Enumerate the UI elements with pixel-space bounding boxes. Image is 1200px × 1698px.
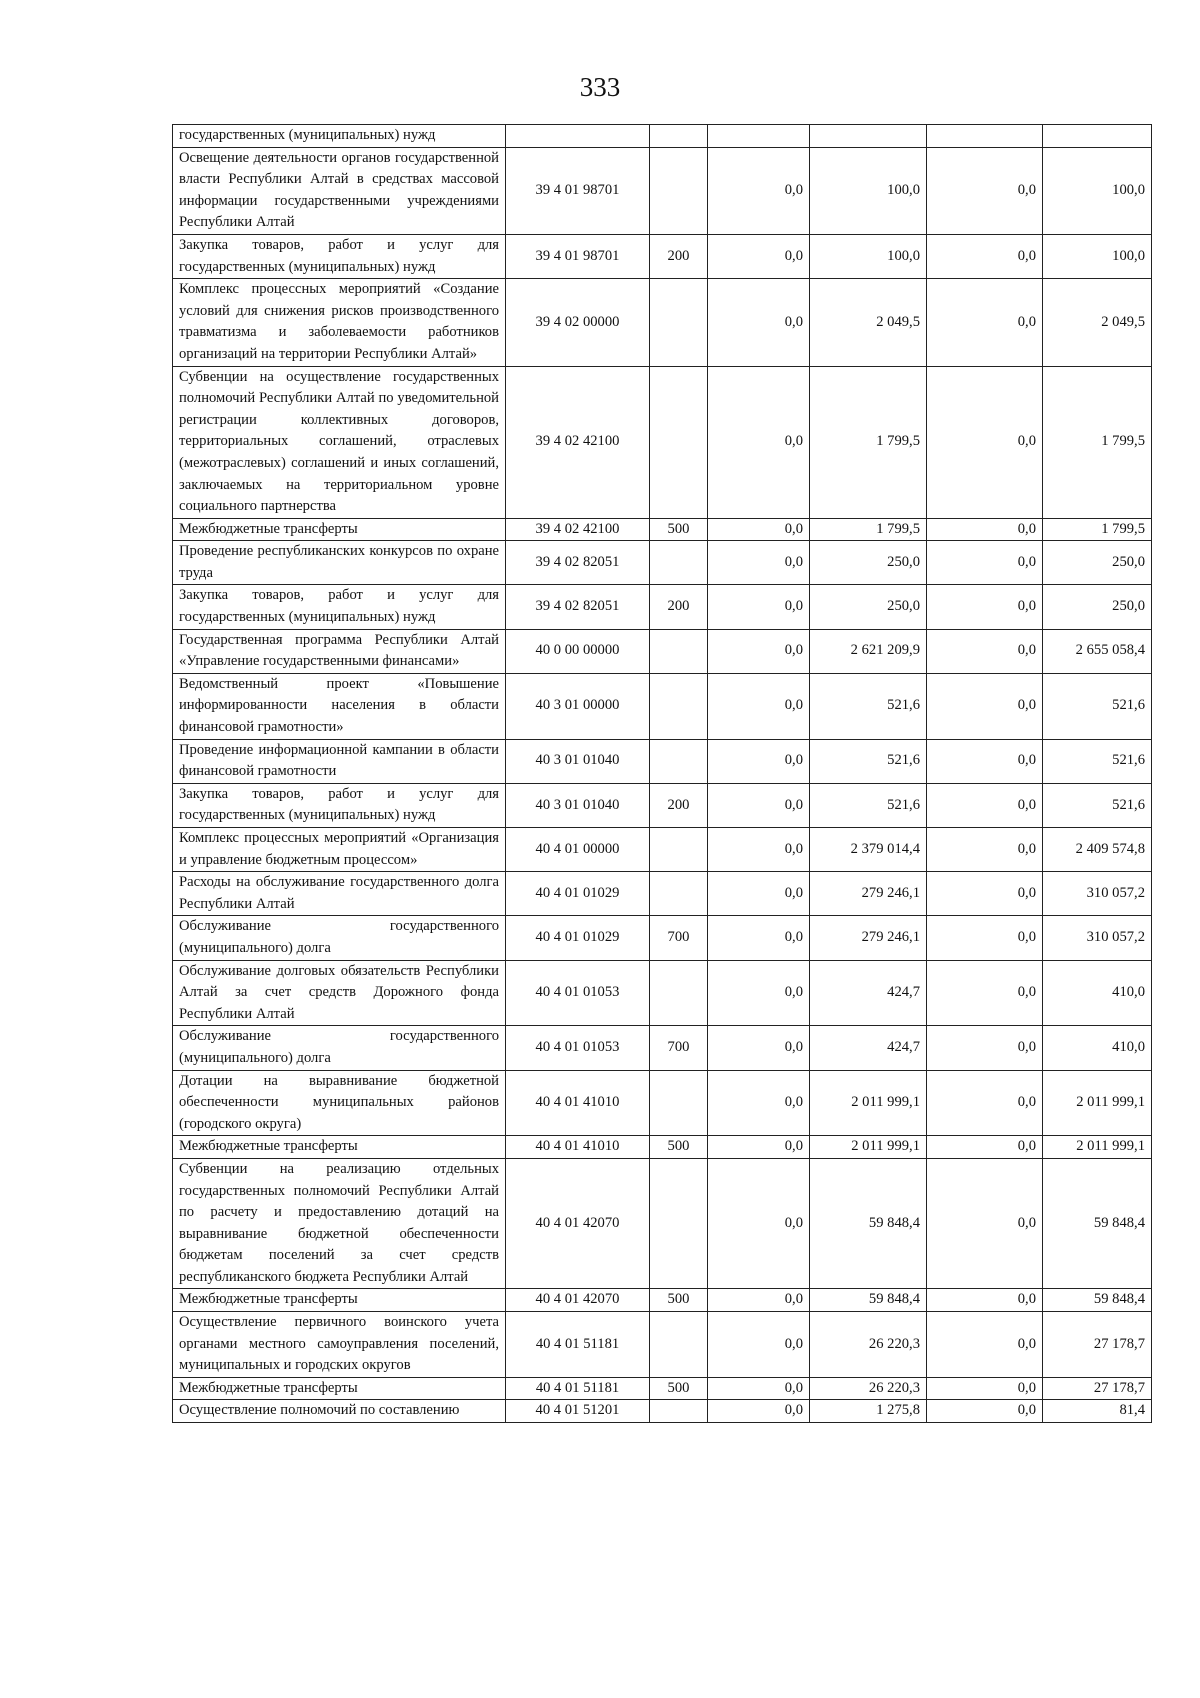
row-expense-type-cell [650, 960, 708, 1026]
row-name-cell: Межбюджетные трансферты [173, 1136, 506, 1159]
row-amount-1-cell: 0,0 [708, 366, 810, 518]
row-amount-3-cell: 0,0 [927, 366, 1043, 518]
table-row [173, 585, 1152, 629]
row-amount-1-cell: 0,0 [708, 916, 810, 960]
row-amount-2-cell: 279 246,1 [810, 916, 927, 960]
row-expense-type-cell [650, 541, 708, 585]
row-amount-4-cell: 100,0 [1043, 147, 1152, 234]
row-amount-1-cell: 0,0 [708, 1070, 810, 1136]
row-amount-3-cell: 0,0 [927, 279, 1043, 366]
row-amount-3-cell: 0,0 [927, 518, 1043, 541]
row-amount-3-cell: 0,0 [927, 1026, 1043, 1070]
table-row [173, 629, 1152, 673]
row-amount-4-cell: 59 848,4 [1043, 1158, 1152, 1289]
row-amount-4-cell: 250,0 [1043, 541, 1152, 585]
row-code-cell: 40 4 01 41010 [506, 1136, 650, 1159]
row-name-cell: Закупка товаров, работ и услуг для государственных (муниципальных) нужд [173, 585, 506, 629]
row-amount-2-cell: 100,0 [810, 234, 927, 278]
table-row [173, 1400, 1152, 1423]
row-amount-1-cell: 0,0 [708, 147, 810, 234]
row-amount-3-cell: 0,0 [927, 916, 1043, 960]
row-expense-type-cell: 700 [650, 916, 708, 960]
table-row [173, 279, 1152, 366]
row-code-cell: 40 4 01 00000 [506, 828, 650, 872]
row-amount-2-cell: 2 049,5 [810, 279, 927, 366]
row-amount-3-cell: 0,0 [927, 147, 1043, 234]
row-amount-3-cell: 0,0 [927, 673, 1043, 739]
row-code-cell [506, 125, 650, 148]
row-name-cell: Осуществление первичного воинского учета органами местного самоуправления поселений, муниципальных и городских округов [173, 1312, 506, 1378]
row-name-cell: государственных (муниципальных) нужд [173, 125, 506, 148]
row-amount-1-cell: 0,0 [708, 1400, 810, 1423]
row-expense-type-cell: 500 [650, 1289, 708, 1312]
row-name-cell: Субвенции на реализацию отдельных государственных полномочий Республики Алтай по расчету и предоставлению дотаций на выравнивание бюджетной обеспеченности бюджетам поселений за счет средств республиканского бюджета Республики Алтай [173, 1158, 506, 1289]
row-code-cell: 40 4 01 51181 [506, 1312, 650, 1378]
row-amount-1-cell: 0,0 [708, 1289, 810, 1312]
row-amount-2-cell: 521,6 [810, 739, 927, 783]
row-amount-2-cell: 59 848,4 [810, 1289, 927, 1312]
table-row [173, 960, 1152, 1026]
row-name-cell: Закупка товаров, работ и услуг для государственных (муниципальных) нужд [173, 234, 506, 278]
row-expense-type-cell: 200 [650, 234, 708, 278]
row-amount-2-cell: 26 220,3 [810, 1312, 927, 1378]
row-amount-1-cell: 0,0 [708, 518, 810, 541]
row-expense-type-cell: 200 [650, 585, 708, 629]
table-row [173, 1312, 1152, 1378]
row-amount-3-cell: 0,0 [927, 872, 1043, 916]
row-amount-1-cell: 0,0 [708, 673, 810, 739]
row-amount-3-cell: 0,0 [927, 541, 1043, 585]
row-amount-3-cell: 0,0 [927, 783, 1043, 827]
table-row [173, 518, 1152, 541]
table-row [173, 828, 1152, 872]
row-expense-type-cell [650, 1400, 708, 1423]
page-number: 333 [579, 72, 621, 102]
table-row [173, 125, 1152, 148]
row-code-cell: 40 4 01 01029 [506, 916, 650, 960]
row-code-cell: 40 3 01 00000 [506, 673, 650, 739]
row-expense-type-cell: 500 [650, 1377, 708, 1400]
row-name-cell: Расходы на обслуживание государственного долга Республики Алтай [173, 872, 506, 916]
row-amount-3-cell: 0,0 [927, 585, 1043, 629]
row-code-cell: 39 4 01 98701 [506, 234, 650, 278]
row-name-cell: Закупка товаров, работ и услуг для государственных (муниципальных) нужд [173, 783, 506, 827]
row-amount-1-cell [708, 125, 810, 148]
row-amount-3-cell: 0,0 [927, 1400, 1043, 1423]
row-amount-3-cell: 0,0 [927, 234, 1043, 278]
row-expense-type-cell: 500 [650, 1136, 708, 1159]
row-amount-1-cell: 0,0 [708, 234, 810, 278]
row-name-cell: Дотации на выравнивание бюджетной обеспеченности муниципальных районов (городского округа) [173, 1070, 506, 1136]
row-name-cell: Межбюджетные трансферты [173, 1289, 506, 1312]
row-name-cell: Обслуживание государственного (муниципального) долга [173, 916, 506, 960]
row-amount-1-cell: 0,0 [708, 1377, 810, 1400]
table-row [173, 366, 1152, 518]
row-amount-3-cell: 0,0 [927, 1070, 1043, 1136]
row-code-cell: 40 3 01 01040 [506, 739, 650, 783]
row-amount-1-cell: 0,0 [708, 1158, 810, 1289]
row-amount-4-cell: 310 057,2 [1043, 872, 1152, 916]
row-amount-4-cell: 2 409 574,8 [1043, 828, 1152, 872]
row-expense-type-cell: 700 [650, 1026, 708, 1070]
table-row [173, 1026, 1152, 1070]
table-row [173, 783, 1152, 827]
row-amount-2-cell: 250,0 [810, 541, 927, 585]
row-amount-1-cell: 0,0 [708, 1136, 810, 1159]
row-amount-1-cell: 0,0 [708, 1026, 810, 1070]
row-amount-2-cell: 59 848,4 [810, 1158, 927, 1289]
row-expense-type-cell [650, 125, 708, 148]
row-code-cell: 39 4 02 42100 [506, 518, 650, 541]
row-amount-4-cell: 27 178,7 [1043, 1377, 1152, 1400]
row-amount-1-cell: 0,0 [708, 629, 810, 673]
row-code-cell: 39 4 01 98701 [506, 147, 650, 234]
row-amount-2-cell: 521,6 [810, 673, 927, 739]
row-amount-3-cell: 0,0 [927, 1136, 1043, 1159]
row-amount-4-cell: 1 799,5 [1043, 518, 1152, 541]
row-code-cell: 40 4 01 42070 [506, 1158, 650, 1289]
row-amount-3-cell: 0,0 [927, 960, 1043, 1026]
row-name-cell: Осуществление полномочий по составлению [173, 1400, 506, 1423]
row-amount-2-cell: 521,6 [810, 783, 927, 827]
row-amount-2-cell: 424,7 [810, 960, 927, 1026]
row-amount-4-cell [1043, 125, 1152, 148]
row-amount-1-cell: 0,0 [708, 739, 810, 783]
row-name-cell: Комплекс процессных мероприятий «Создание условий для снижения рисков производственного травматизма и заболеваемости работников организаций на территории Республики Алтай» [173, 279, 506, 366]
table-row [173, 1136, 1152, 1159]
row-amount-3-cell: 0,0 [927, 1289, 1043, 1312]
row-code-cell: 39 4 02 00000 [506, 279, 650, 366]
row-amount-2-cell: 2 011 999,1 [810, 1070, 927, 1136]
row-name-cell: Субвенции на осуществление государственных полномочий Республики Алтай по уведомительной регистрации коллективных договоров, территориальных соглашений, отраслевых (межотраслевых) соглашений и иных соглашений, заключаемых на территориальном уровне социального партнерства [173, 366, 506, 518]
row-code-cell: 39 4 02 82051 [506, 541, 650, 585]
row-name-cell: Межбюджетные трансферты [173, 1377, 506, 1400]
row-amount-2-cell: 250,0 [810, 585, 927, 629]
row-amount-1-cell: 0,0 [708, 783, 810, 827]
row-amount-2-cell: 1 275,8 [810, 1400, 927, 1423]
row-code-cell: 39 4 02 82051 [506, 585, 650, 629]
row-expense-type-cell [650, 1312, 708, 1378]
table-row [173, 673, 1152, 739]
row-expense-type-cell [650, 279, 708, 366]
table-row [173, 147, 1152, 234]
row-name-cell: Межбюджетные трансферты [173, 518, 506, 541]
row-code-cell: 40 4 01 51201 [506, 1400, 650, 1423]
row-expense-type-cell [650, 828, 708, 872]
row-amount-4-cell: 2 011 999,1 [1043, 1136, 1152, 1159]
row-code-cell: 40 0 00 00000 [506, 629, 650, 673]
row-amount-2-cell: 2 621 209,9 [810, 629, 927, 673]
row-amount-4-cell: 410,0 [1043, 960, 1152, 1026]
row-amount-4-cell: 310 057,2 [1043, 916, 1152, 960]
row-code-cell: 40 4 01 42070 [506, 1289, 650, 1312]
row-amount-4-cell: 81,4 [1043, 1400, 1152, 1423]
row-amount-3-cell [927, 125, 1043, 148]
row-amount-3-cell: 0,0 [927, 1312, 1043, 1378]
row-amount-1-cell: 0,0 [708, 828, 810, 872]
row-amount-4-cell: 2 655 058,4 [1043, 629, 1152, 673]
row-amount-2-cell: 1 799,5 [810, 366, 927, 518]
row-name-cell: Обслуживание государственного (муниципального) долга [173, 1026, 506, 1070]
table-row [173, 1377, 1152, 1400]
row-code-cell: 40 4 01 01029 [506, 872, 650, 916]
row-expense-type-cell [650, 629, 708, 673]
row-code-cell: 40 4 01 51181 [506, 1377, 650, 1400]
row-name-cell: Ведомственный проект «Повышение информированности населения в области финансовой грамотности» [173, 673, 506, 739]
row-amount-4-cell: 521,6 [1043, 739, 1152, 783]
row-amount-4-cell: 410,0 [1043, 1026, 1152, 1070]
row-amount-1-cell: 0,0 [708, 960, 810, 1026]
budget-table-body [173, 125, 1152, 1423]
row-name-cell: Обслуживание долговых обязательств Республики Алтай за счет средств Дорожного фонда Республики Алтай [173, 960, 506, 1026]
row-amount-3-cell: 0,0 [927, 1158, 1043, 1289]
row-code-cell: 40 4 01 41010 [506, 1070, 650, 1136]
row-amount-2-cell: 26 220,3 [810, 1377, 927, 1400]
row-code-cell: 40 4 01 01053 [506, 960, 650, 1026]
row-expense-type-cell: 200 [650, 783, 708, 827]
row-name-cell: Комплекс процессных мероприятий «Организация и управление бюджетным процессом» [173, 828, 506, 872]
row-expense-type-cell [650, 366, 708, 518]
table-row [173, 1289, 1152, 1312]
row-expense-type-cell [650, 872, 708, 916]
row-name-cell: Проведение республиканских конкурсов по охране труда [173, 541, 506, 585]
row-amount-2-cell: 1 799,5 [810, 518, 927, 541]
row-expense-type-cell [650, 673, 708, 739]
row-amount-4-cell: 1 799,5 [1043, 366, 1152, 518]
row-amount-4-cell: 2 049,5 [1043, 279, 1152, 366]
row-amount-3-cell: 0,0 [927, 739, 1043, 783]
table-row [173, 739, 1152, 783]
row-amount-4-cell: 27 178,7 [1043, 1312, 1152, 1378]
table-row [173, 234, 1152, 278]
row-amount-2-cell: 2 011 999,1 [810, 1136, 927, 1159]
table-row [173, 1158, 1152, 1289]
table-row [173, 1070, 1152, 1136]
row-code-cell: 40 4 01 01053 [506, 1026, 650, 1070]
row-amount-4-cell: 250,0 [1043, 585, 1152, 629]
row-code-cell: 40 3 01 01040 [506, 783, 650, 827]
row-amount-4-cell: 59 848,4 [1043, 1289, 1152, 1312]
row-amount-4-cell: 100,0 [1043, 234, 1152, 278]
row-expense-type-cell [650, 1158, 708, 1289]
row-amount-1-cell: 0,0 [708, 1312, 810, 1378]
row-amount-4-cell: 521,6 [1043, 673, 1152, 739]
budget-table [172, 124, 1152, 1423]
row-expense-type-cell: 500 [650, 518, 708, 541]
row-name-cell: Государственная программа Республики Алтай «Управление государственными финансами» [173, 629, 506, 673]
table-row [173, 541, 1152, 585]
table-row [173, 916, 1152, 960]
row-expense-type-cell [650, 739, 708, 783]
row-expense-type-cell [650, 1070, 708, 1136]
row-amount-4-cell: 2 011 999,1 [1043, 1070, 1152, 1136]
row-amount-3-cell: 0,0 [927, 828, 1043, 872]
row-amount-4-cell: 521,6 [1043, 783, 1152, 827]
row-amount-2-cell: 424,7 [810, 1026, 927, 1070]
row-amount-3-cell: 0,0 [927, 629, 1043, 673]
row-name-cell: Освещение деятельности органов государственной власти Республики Алтай в средствах массовой информации государственными учреждениями Республики Алтай [173, 147, 506, 234]
row-amount-1-cell: 0,0 [708, 541, 810, 585]
row-amount-3-cell: 0,0 [927, 1377, 1043, 1400]
row-amount-1-cell: 0,0 [708, 279, 810, 366]
row-code-cell: 39 4 02 42100 [506, 366, 650, 518]
row-amount-2-cell: 2 379 014,4 [810, 828, 927, 872]
row-amount-1-cell: 0,0 [708, 872, 810, 916]
row-name-cell: Проведение информационной кампании в области финансовой грамотности [173, 739, 506, 783]
table-row [173, 872, 1152, 916]
row-amount-2-cell [810, 125, 927, 148]
row-amount-1-cell: 0,0 [708, 585, 810, 629]
row-amount-2-cell: 279 246,1 [810, 872, 927, 916]
row-amount-2-cell: 100,0 [810, 147, 927, 234]
row-expense-type-cell [650, 147, 708, 234]
